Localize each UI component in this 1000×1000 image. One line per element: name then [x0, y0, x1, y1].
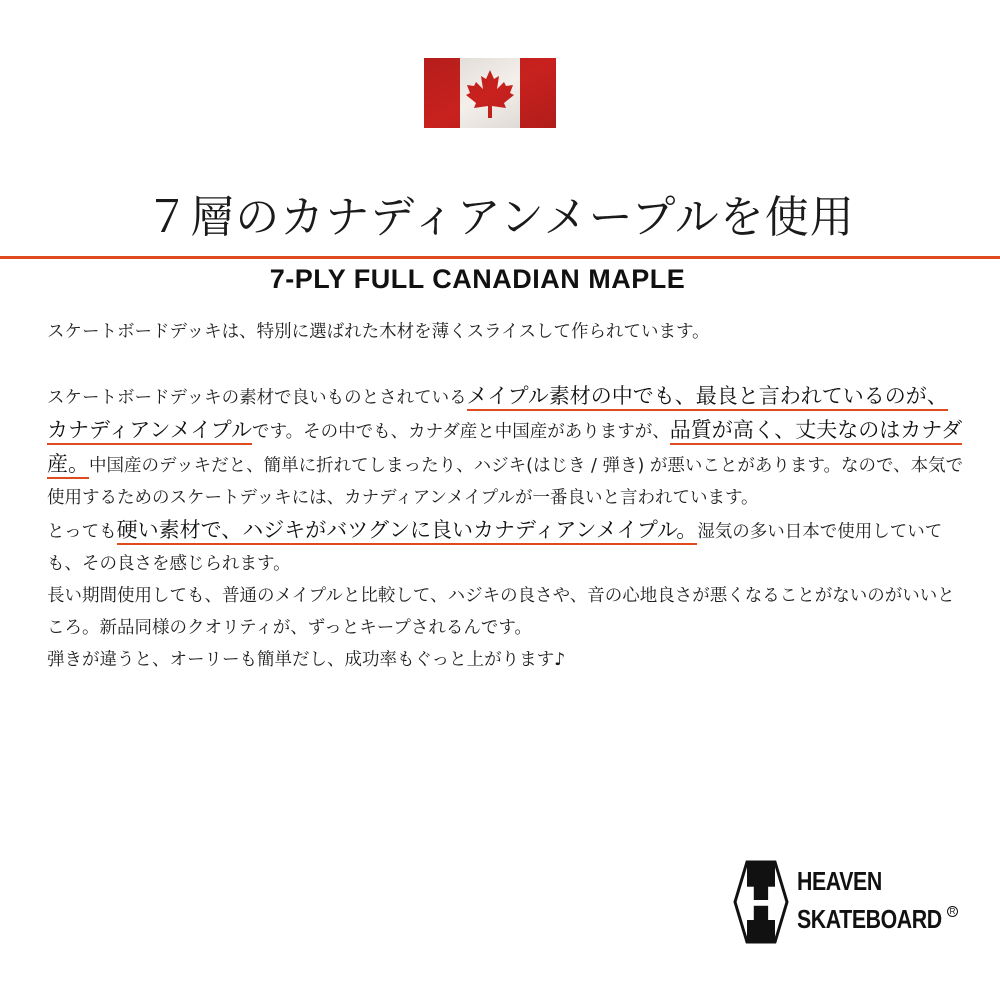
paragraph-maple-text-c: 中国産のデッキだと、簡単に折れてしまったり、ハジキ(はじき / 弾き) が悪いことがあります。なので、本気で使用するためのスケートデッキには、カナディアンメイプルが一番良いと言われています。	[47, 456, 964, 508]
logo-text-skateboard: SKATEBOARD	[797, 904, 942, 934]
canada-flag-icon	[424, 58, 556, 128]
paragraph-intro: スケートボードデッキは、特別に選ばれた木材を薄くスライスして作られています。	[47, 322, 710, 342]
logo-text-heaven: HEAVEN	[797, 866, 882, 896]
paragraph-hardness-text-a: とっても	[47, 522, 117, 542]
heaven-skateboard-logo	[733, 860, 963, 944]
highlight-hard-material: 硬い素材で、ハジキがバツグンに良いカナディアンメイプル。	[117, 518, 698, 545]
paragraph-durability: 長い期間使用しても、普通のメイプルと比較して、ハジキの良さや、音の心地良さが悪くなることがないのがいいところ。新品同様のクオリティが、ずっとキープされるんです。	[47, 586, 955, 638]
description-text	[47, 316, 967, 676]
page-subtitle: 7-PLY FULL CANADIAN MAPLE	[269, 264, 686, 294]
paragraph-maple-text-a: スケートボードデッキの素材で良いものとされている	[47, 388, 467, 408]
title-underline	[0, 256, 1000, 259]
paragraph-maple	[47, 380, 967, 514]
paragraph-ollie: 弾きが違うと、オーリーも簡単だし、成功率もぐっと上がります♪	[47, 650, 566, 670]
paragraph-hardness	[47, 514, 967, 580]
registered-mark: R	[947, 906, 958, 917]
highlight-canada-quality: 品質が高く、丈夫なのはカナダ産。	[47, 418, 962, 479]
paragraph-maple-text-b: です。その中でも、カナダ産と中国産がありますが、	[251, 422, 670, 442]
logo-mark: H	[743, 878, 779, 931]
page-title: ７層のカナディアンメープルを使用	[145, 192, 855, 243]
highlight-best-maple: メイプル素材の中でも、最良と言われているのが、カナディアンメイプル	[47, 384, 948, 445]
paragraph-hardness-text-b: 湿気の多い日本で使用していても、その良さを感じられます。	[47, 522, 943, 574]
hexagon-h-logo-icon	[733, 860, 789, 944]
paragraph-gap	[47, 348, 967, 380]
